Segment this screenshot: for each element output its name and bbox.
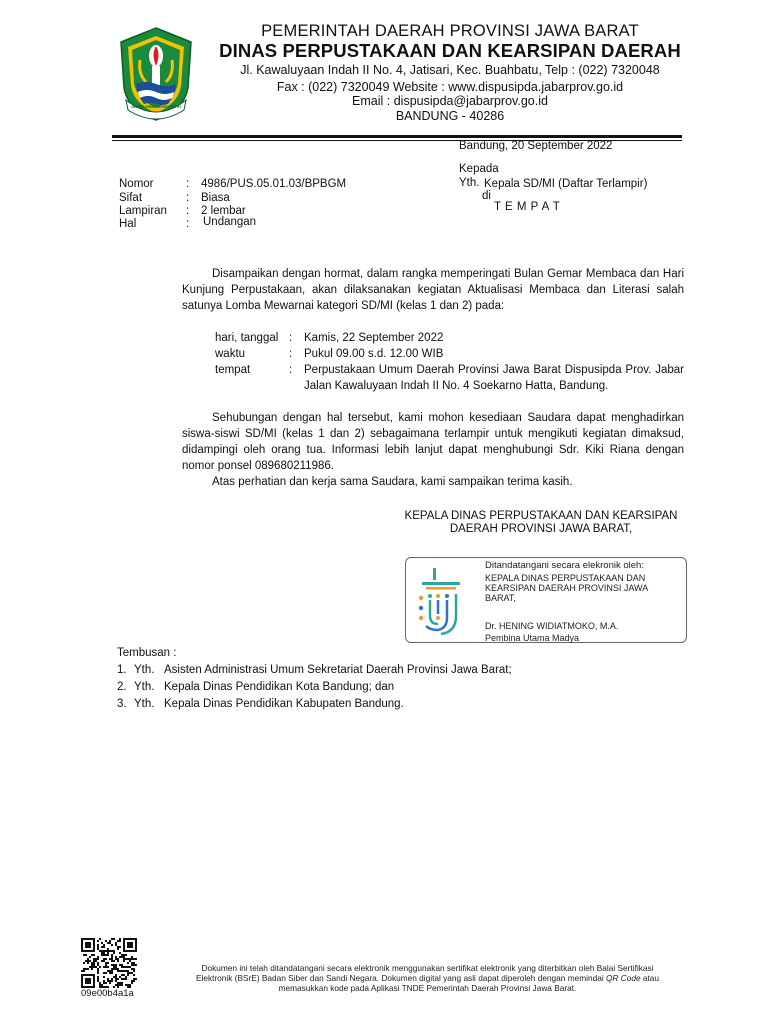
cc-item-yth: Yth. — [134, 698, 155, 710]
footer-line-3: memasukkan kode pada Aplikasi TNDE Pemerintah Daerah Provinsi Jawa Barat. — [278, 983, 577, 993]
recipient-di: di — [482, 190, 491, 202]
meta-colon: : — [186, 205, 190, 217]
detail-label: waktu — [215, 348, 246, 360]
recipient-tempat: T E M P A T — [494, 201, 561, 213]
meta-label: Sifat — [119, 192, 143, 204]
cc-item-text: Asisten Administrasi Umum Sekretariat Daerah Provinsi Jawa Barat; — [164, 664, 512, 676]
letter-date: Bandung, 20 September 2022 — [459, 140, 613, 152]
tnde-signature-icon — [416, 566, 466, 636]
detail-label: tempat — [215, 364, 251, 376]
meta-colon: : — [186, 218, 190, 230]
letterhead-government: PEMERINTAH DAERAH PROVINSI JAWA BARAT — [261, 22, 639, 40]
meta-colon: : — [186, 192, 190, 204]
detail-value: Pukul 09.00 s.d. 12.00 WIB — [304, 348, 444, 360]
signatory-rank: Pembina Utama Madya — [485, 633, 580, 643]
signatory-name: Dr. HENING WIDIATMOKO, M.A. — [485, 621, 619, 631]
body-paragraph-3-text: Atas perhatian dan kerja sama Saudara, kami sampaikan terima kasih. — [212, 476, 573, 488]
letterhead-divider — [112, 135, 682, 138]
detail-colon: : — [289, 332, 293, 344]
footer-line-2-text: Elektronik (BSrE) Badan Siber dan Sandi Negara. Dokumen digital yang asli dapat diperoleh dengan memindai — [195, 973, 606, 983]
recipient-kepada: Kepada — [459, 163, 499, 175]
province-logo — [118, 26, 194, 122]
letterhead-email: Email : dispusipda@jabarprov.go.id — [352, 94, 548, 108]
body-paragraph-1 — [182, 266, 684, 314]
detail-value: Perpustakaan Umum Daerah Provinsi Jawa Barat Dispusipda Prov. Jabar Jalan Kawaluyaan Indah II No. 4 Soekarno Hatta, Bandung. — [304, 364, 684, 392]
logo-motto: GEMAH RIPAH REPEH RAPIH — [131, 105, 181, 109]
body-paragraph-3 — [182, 474, 684, 490]
cc-heading: Tembusan : — [117, 647, 177, 659]
signature-title-line2: DAERAH PROVINSI JAWA BARAT, — [449, 523, 633, 535]
letterhead-address: Jl. Kawaluyaan Indah II No. 4, Jatisari, Kec. Buahbatu, Telp : (022) 7320048 — [240, 63, 660, 77]
recipient-yth: Yth. — [459, 177, 480, 189]
meta-value: 2 lembar — [201, 205, 246, 217]
signature-box-title-3: BARAT, — [485, 593, 516, 603]
body-paragraph-1-text: Disampaikan dengan hormat, dalam rangka memperingati Bulan Gemar Membaca dan Hari Kunjung Perpustakaan, akan dilaksanakan kegiatan Aktualisasi Membaca dan Literasi salah satunya Lomba Mewarnai kategori SD/MI (kelas 1 dan 2) pada: — [182, 268, 684, 312]
footer-line-2 — [160, 973, 695, 983]
meta-value: Undangan — [203, 216, 257, 228]
detail-value: Kamis, 22 September 2022 — [304, 332, 444, 344]
cc-item-number: 3. — [117, 698, 127, 710]
cc-item-number: 2. — [117, 681, 127, 693]
body-paragraph-2 — [182, 410, 684, 474]
footer-disclaimer — [160, 963, 695, 993]
verification-qr-code — [81, 938, 137, 988]
detail-colon: : — [289, 364, 293, 376]
meta-value: Biasa — [201, 192, 230, 204]
cc-item-yth: Yth. — [134, 664, 155, 676]
letterhead-fax-website: Fax : (022) 7320049 Website : www.dispusipda.jabarprov.go.id — [276, 80, 624, 94]
footer-qr-code-term: QR Code — [605, 973, 641, 983]
meta-label: Lampiran — [119, 205, 167, 217]
footer-line-1: Dokumen ini telah ditandatangani secara elektronik menggunakan sertifikat elektronik yang diterbitkan oleh Balai Sertifikasi — [201, 963, 654, 973]
letterhead-city: BANDUNG - 40286 — [395, 109, 505, 123]
cc-item-number: 1. — [117, 664, 127, 676]
meta-colon: : — [186, 178, 190, 190]
signature-box-title-1: KEPALA DINAS PERPUSTAKAAN DAN — [485, 573, 646, 583]
document-code: 09e00b4a1a — [81, 988, 134, 999]
signature-title-line1: KEPALA DINAS PERPUSTAKAAN DAN KEARSIPAN — [404, 510, 678, 522]
footer-line-2-end: atau — [640, 973, 660, 983]
detail-label: hari, tanggal — [215, 332, 279, 344]
meta-label: Nomor — [119, 178, 154, 190]
electronic-signature-box — [405, 557, 687, 643]
body-paragraph-2-text: Sehubungan dengan hal tersebut, kami mohon kesediaan Saudara dapat menghadirkan siswa-siswi SD/MI (kelas 1 dan 2) sebagaimana terlampir untuk mengikuti kegiatan dimaksud, didampingi oleh orang tua. Informasi lebih lanjut dapat menghubungi Sdr. Kiki Riana dengan nomor ponsel 089680211986. — [182, 412, 684, 472]
cc-item-yth: Yth. — [134, 681, 155, 693]
cc-item-text: Kepala Dinas Pendidikan Kota Bandung; dan — [164, 681, 395, 693]
meta-label: Hal — [119, 218, 137, 230]
signature-box-title-2: KEARSIPAN DAERAH PROVINSI JAWA — [485, 583, 649, 593]
detail-colon: : — [289, 348, 293, 360]
meta-value: 4986/PUS.05.01.03/BPBGM — [201, 178, 347, 190]
recipient-name: Kepala SD/MI (Daftar Terlampir) — [484, 178, 648, 190]
cc-item-text: Kepala Dinas Pendidikan Kabupaten Bandung. — [164, 698, 404, 710]
signature-box-heading: Ditandatangani secara elekronik oleh: — [485, 560, 644, 571]
letterhead-agency: DINAS PERPUSTAKAAN DAN KEARSIPAN DAERAH — [219, 40, 681, 61]
